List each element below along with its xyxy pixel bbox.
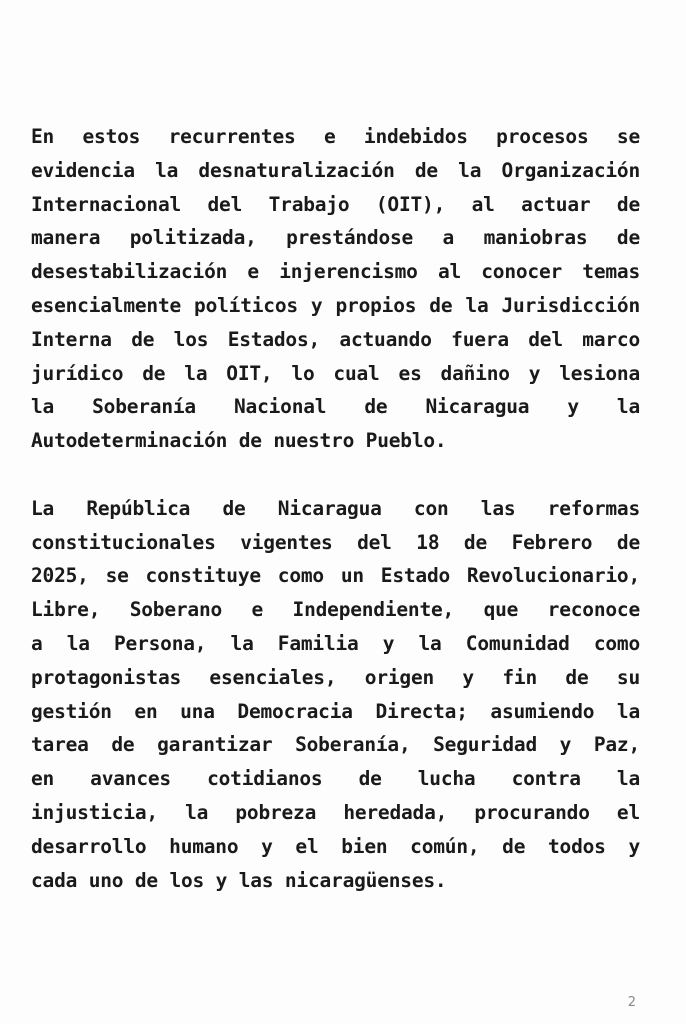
paragraph-line: 2025, se constituye como un Estado Revolucionario, (31, 564, 640, 588)
paragraph-2 (31, 492, 640, 898)
paragraph-line: la Soberanía Nacional de Nicaragua y la (31, 395, 640, 419)
paragraph-line: en avances cotidianos de lucha contra la (31, 767, 640, 791)
paragraph-spacer (31, 458, 640, 492)
paragraph-line: Autodeterminación de nuestro Pueblo. (31, 429, 447, 453)
paragraph-line: constitucionales vigentes del 18 de Febrero de (31, 530, 640, 554)
paragraph-line: tarea de garantizar Soberanía, Seguridad y Paz, (31, 733, 640, 757)
paragraph-line: gestión en una Democracia Directa; asumiendo la (31, 699, 640, 723)
paragraph-line: esencialmente políticos y propios de la Jurisdicción (31, 293, 640, 317)
paragraph-line: Interna de los Estados, actuando fuera del marco (31, 327, 640, 351)
document-body (31, 120, 640, 897)
paragraph-line: manera politizada, prestándose a maniobras de (31, 226, 640, 250)
paragraph-line: En estos recurrentes e indebidos procesos se (31, 125, 640, 148)
paragraph-line: evidencia la desnaturalización de la Organización (31, 158, 640, 182)
paragraph-line: cada uno de los y las nicaragüenses. (31, 868, 447, 892)
paragraph-line: La República de Nicaragua con las reformas (31, 496, 640, 520)
paragraph-line: injusticia, la pobreza heredada, procurando el (31, 800, 640, 824)
paragraph-1 (31, 120, 640, 458)
paragraph-line: Internacional del Trabajo (OIT), al actuar de (31, 192, 640, 216)
paragraph-line: jurídico de la OIT, lo cual es dañino y lesiona (31, 361, 640, 385)
paragraph-line: desarrollo humano y el bien común, de todos y (31, 834, 640, 858)
paragraph-line: protagonistas esenciales, origen y fin de su (31, 665, 640, 689)
paragraph-line: Libre, Soberano e Independiente, que reconoce (31, 598, 640, 622)
paragraph-line: desestabilización e injerencismo al conocer temas (31, 260, 640, 284)
page-number: 2 (627, 995, 636, 1010)
paragraph-line: a la Persona, la Familia y la Comunidad como (31, 631, 640, 655)
